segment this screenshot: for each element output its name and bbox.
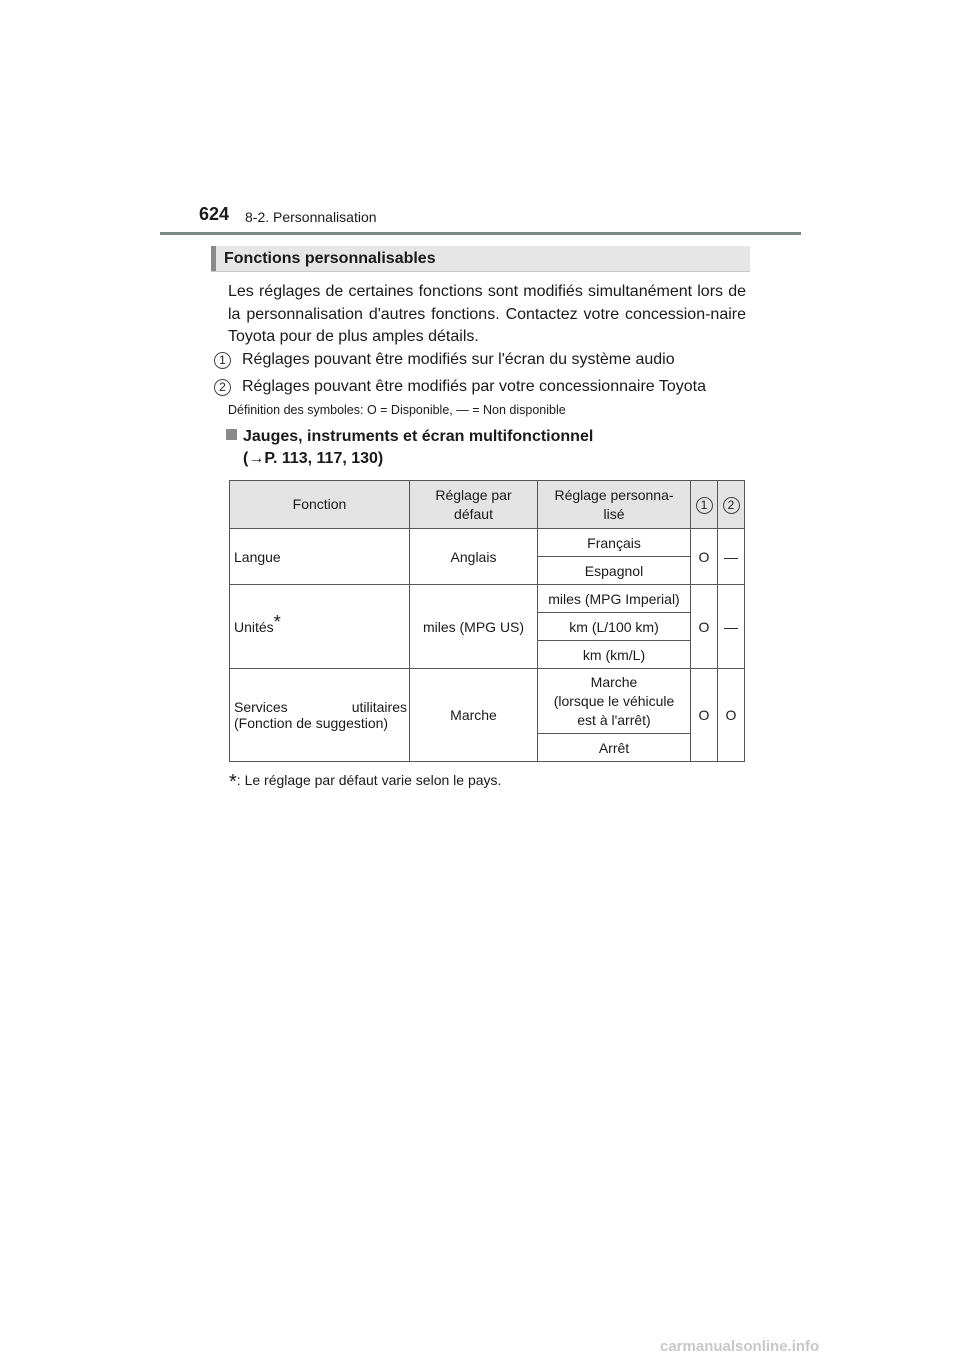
header-col-1 <box>691 481 718 529</box>
page-reference: (→P. 113, 117, 130) <box>243 450 384 467</box>
cell-col1: O <box>691 529 718 585</box>
section-label: 8-2. Personnalisation <box>245 209 377 225</box>
table-row <box>230 585 745 613</box>
legend-text-2: Réglages pouvant être modifiés par votre concessionnaire Toyota <box>242 378 706 395</box>
circled-number-2-icon: 2 <box>214 379 231 396</box>
circled-number-2-icon: 2 <box>723 497 740 514</box>
cell-col2: O <box>718 669 745 762</box>
legend-item-1 <box>214 351 675 369</box>
section-banner <box>211 246 750 272</box>
header-custom: Réglage personna- lisé <box>538 481 691 529</box>
cell-option: km (L/100 km) <box>538 613 691 641</box>
table-header-row <box>230 481 745 529</box>
cell-default-unites: miles (MPG US) <box>410 585 538 669</box>
cell-option: Français <box>538 529 691 557</box>
page-number: 624 <box>199 204 230 224</box>
banner-accent-bar <box>211 246 216 271</box>
subheading-title: Jauges, instruments et écran multifonctionnel <box>243 428 594 445</box>
settings-table <box>229 480 745 762</box>
intro-paragraph: Les réglages de certaines fonctions sont modifiés simultanément lors de la personnalisation d'autres fonctions. Contactez votre concession-naire Toyota pour de plus amples détails. <box>228 283 746 345</box>
cell-option: km (km/L) <box>538 641 691 669</box>
cell-function-langue: Langue <box>230 529 410 585</box>
symbol-definition: Définition des symboles: O = Disponible, — = Non disponible <box>228 403 566 417</box>
header-col-2 <box>718 481 745 529</box>
cell-default-services: Marche <box>410 669 538 762</box>
watermark: carmanualsonline.info <box>660 1338 820 1355</box>
cell-option: Arrêt <box>538 734 691 762</box>
cell-option: miles (MPG Imperial) <box>538 585 691 613</box>
cell-function-unites: Unités* <box>230 585 410 669</box>
table-row <box>230 669 745 734</box>
subheading <box>226 426 593 470</box>
square-bullet-icon <box>226 429 237 440</box>
circled-number-1-icon: 1 <box>214 352 231 369</box>
cell-option: Marche (lorsque le véhicule est à l'arrêt) <box>538 669 691 734</box>
cell-col2: — <box>718 585 745 669</box>
circled-number-1-icon: 1 <box>696 497 713 514</box>
cell-option: Espagnol <box>538 557 691 585</box>
cell-col2: — <box>718 529 745 585</box>
cell-function-services: Services utilitaires (Fonction de suggestion) <box>230 669 410 762</box>
footnote: *: Le réglage par défaut varie selon le pays. <box>229 771 502 793</box>
header-default: Réglage par défaut <box>410 481 538 529</box>
asterisk-marker: * <box>229 771 237 793</box>
header-rule <box>160 232 801 235</box>
cell-col1: O <box>691 585 718 669</box>
header-function: Fonction <box>230 481 410 529</box>
cell-col1: O <box>691 669 718 762</box>
banner-title: Fonctions personnalisables <box>224 250 436 267</box>
legend-item-2 <box>214 378 706 396</box>
legend-text-1: Réglages pouvant être modifiés sur l'écran du système audio <box>242 351 675 368</box>
asterisk-marker: * <box>273 611 281 632</box>
cell-default-langue: Anglais <box>410 529 538 585</box>
table-row <box>230 529 745 557</box>
